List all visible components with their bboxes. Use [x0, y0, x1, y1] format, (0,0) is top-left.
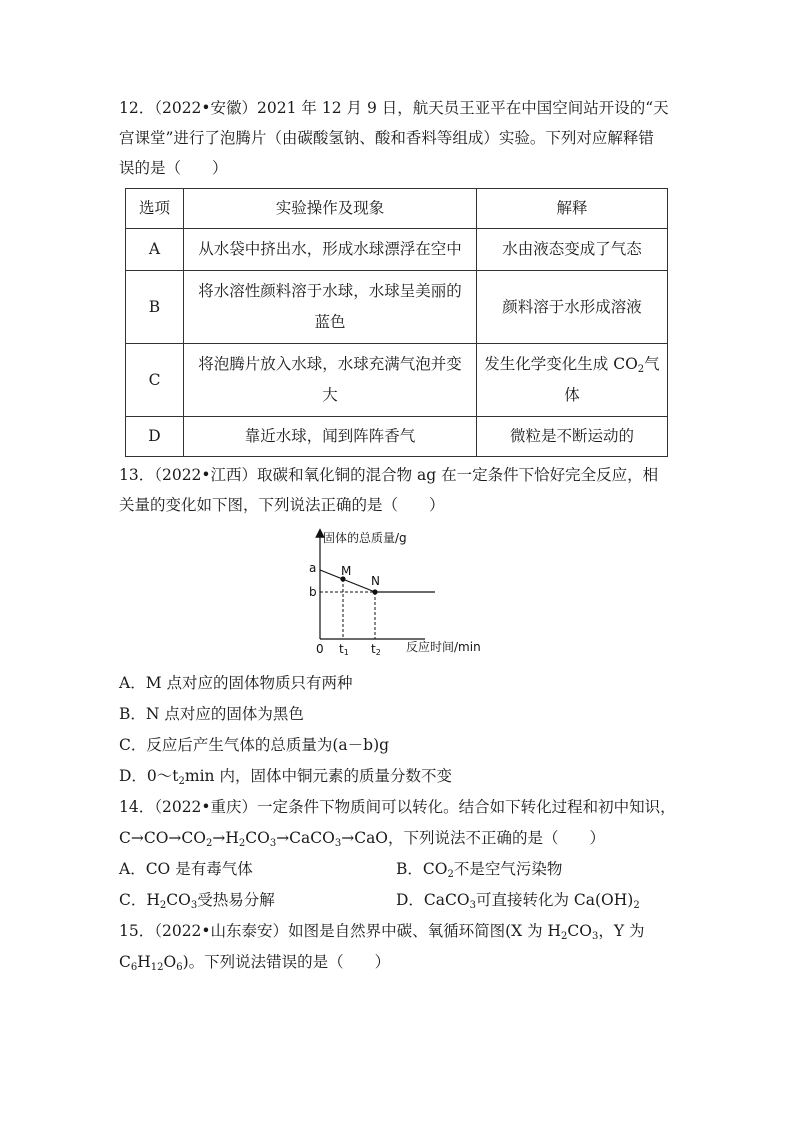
- q12-line-1: 12．（2022•安徽）2021 年 12 月 9 日，航天员王亚平在中国空间站开设的“天: [119, 99, 669, 117]
- tick-t2: t2: [371, 642, 381, 655]
- x-axis-label: 反应时间/min: [406, 640, 481, 654]
- q13-line-1: 13．（2022•江西）取碳和氧化铜的混合物 ag 在一定条件下恰好完全反应，相: [119, 466, 659, 484]
- q15-line-1: 15．（2022•山东泰安）如图是自然界中碳、氧循环简图(X 为 $H_2CO_3$，Y 为: [119, 922, 645, 942]
- table-row: [126, 344, 668, 417]
- q13-option-d: D．$0\sim t_2\min$ 内，固体中铜元素的质量分数不变: [119, 767, 452, 787]
- row-operation: 靠近水球，闻到阵阵香气: [184, 417, 477, 457]
- q12-line-3: 误的是（ ）: [119, 159, 228, 177]
- q14-option-a: A．CO 是有毒气体: [119, 860, 253, 878]
- q12-options-table: [125, 188, 668, 457]
- table-row: [126, 417, 668, 457]
- table-row: [126, 229, 668, 271]
- q14-line-1: 14．（2022•重庆）一定条件下物质间可以转化。结合如下转化过程和初中知识，: [119, 798, 676, 816]
- tick-a: a: [309, 561, 317, 575]
- q13-option-c: C．反应后产生气体的总质量为(a－b)g: [119, 736, 390, 754]
- row-option: B: [126, 271, 184, 344]
- row-option: D: [126, 417, 184, 457]
- q14-option-d: D．CaCO$_3$可直接转化为 $Ca(OH)_2$: [396, 891, 640, 911]
- q12-line-2: 宫课堂”进行了泡腾片（由碳酸氢钠、酸和香料等组成）实验。下列对应解释错: [119, 129, 654, 147]
- q13-option-a: A．M 点对应的固体物质只有两种: [119, 674, 353, 692]
- row-option: A: [126, 229, 184, 271]
- table-header-operation: 实验操作及现象: [184, 189, 477, 229]
- row-explanation: 颜料溶于水形成溶液: [477, 271, 668, 344]
- point-n: [372, 589, 377, 594]
- tick-b: b: [309, 585, 317, 599]
- q15-line-2: $C_6H_{12}O_6$)。下列说法错误的是（ ）: [119, 953, 391, 973]
- q13-line-2: 关量的变化如下图，下列说法正确的是（ ）: [119, 496, 445, 514]
- row-operation: 从水袋中挤出水，形成水球漂浮在空中: [184, 229, 477, 271]
- row-explanation: 发生化学变化生成 $CO_2$气 体: [477, 344, 668, 417]
- label-n: N: [371, 574, 380, 588]
- q13-mass-time-graph: [295, 527, 495, 655]
- row-explanation: 微粒是不断运动的: [477, 417, 668, 457]
- table-row: [126, 271, 668, 344]
- row-option: C: [126, 344, 184, 417]
- q14-option-c: C．$H_2CO_3$受热易分解: [119, 891, 275, 911]
- origin-label: 0: [316, 642, 324, 655]
- y-axis-label: 固体的总质量/g: [323, 531, 407, 545]
- label-m: M: [341, 564, 352, 578]
- q13-option-b: B．N 点对应的固体为黑色: [119, 705, 304, 723]
- q14-option-b: B．$CO_2$不是空气污染物: [396, 860, 563, 880]
- row-explanation: 水由液态变成了气态: [477, 229, 668, 271]
- row-operation: 将水溶性颜料溶于水球，水球呈美丽的 蓝色: [184, 271, 477, 344]
- table-header-explanation: 解释: [477, 189, 668, 229]
- tick-t1: t1: [339, 642, 349, 655]
- row-operation: 将泡腾片放入水球，水球充满气泡并变 大: [184, 344, 477, 417]
- table-header-option: 选项: [126, 189, 184, 229]
- q14-chain: $C\to CO\to CO_2\to H_2CO_3\to CaCO_3\to CaO$，下列说法不正确的是（ ）: [119, 829, 606, 849]
- table-header-row: [126, 189, 668, 229]
